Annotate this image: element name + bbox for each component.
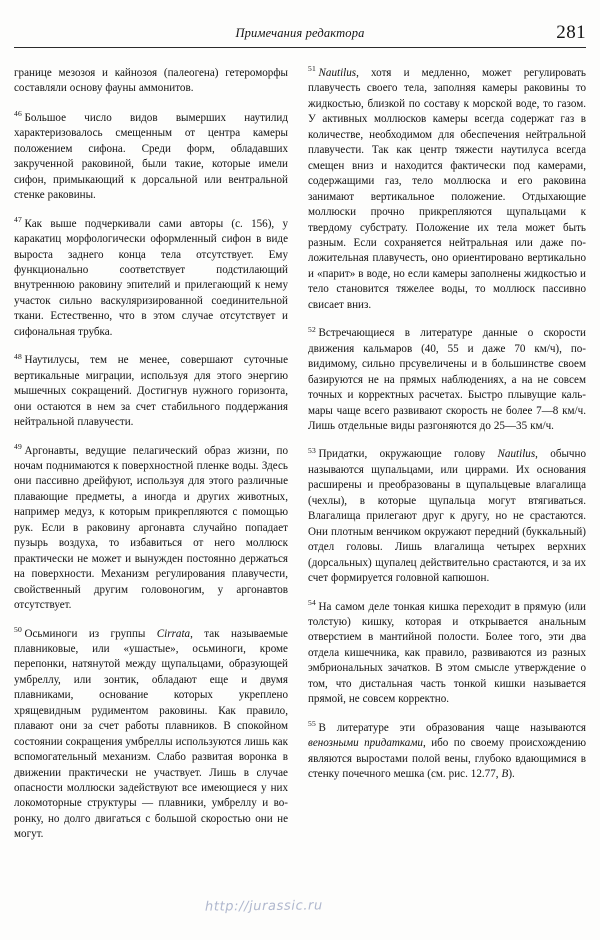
note-continuation: границе мезозоя и кайнозоя (палеогена) гетероморфы составляли основу фауны аммонитов. xyxy=(14,67,288,95)
note-number: 49 xyxy=(14,441,22,451)
note-number: 55 xyxy=(308,718,316,728)
note-number: 51 xyxy=(308,64,316,74)
note-number: 46 xyxy=(14,109,22,119)
header-rule xyxy=(14,47,586,48)
watermark: http://jurassic.ru xyxy=(204,898,323,915)
editor-note: $^{49}$ Аргонавты, ведущие пелагический образ жизни, по ночам поднимаются к поверхностной пленке воды. Здесь они пассивно дрейфуют, используя для этого различные плавающие предметы, а иногда и других животных, например медуз, к которым прикрепляются с помощью рук. Если в раковину аргонавта случайно попадает пузырь воздуха, то избавиться от него моллюск практически не может и вынужден постоянно держаться на поверхности. Механизм регулирования плавучести, свойственный другим головоногим, у аргонавтов отсутствует. xyxy=(14,441,288,612)
running-head xyxy=(0,22,600,52)
note-number: 48 xyxy=(14,351,22,361)
editor-note: $^{50}$ Осьминоги из группы Cirrata, так называемые плавниковые, или «ушастые», осьминоги, кроме перепонки, натянутой между щупальцами, образующей умбреллу, или зонтик, обладают еще и двумя плавниками, основание которых укреплено хрящевидным рудиментом раковины. Как правило, плавают они за счет работы плавников. В спокойном состоянии сокращения умбреллы используются лишь как вспомогательный механизм. Слабо развитая воронка в движении практически не участвует. Лишь в случае опасности моллюски задействуют все имеющиеся у них локомоторные структуры — плавники, умбреллу и воронку, но долго двигаться с большой скоростью они не могут. xyxy=(14,624,288,841)
column-left xyxy=(14,66,288,843)
note-number: 53 xyxy=(308,445,316,455)
editor-note: $^{46}$ Большое число видов вымерших наутилид характеризовалось смещенным от центра камеры положением сифона. Среди форм, обладавших закрученной раковиной, были такие, которые имели сифон, примыкающий к дорсальной или вентральной стенке раковины. xyxy=(14,109,288,202)
note-number: 54 xyxy=(308,597,316,607)
editor-note: $^{55}$ В литературе эти образования чаще называются венозными придатками, ибо по своему происхождению являются выростами полой вены, глубоко вдающимися в стенку почечного мешка (см. рис. 12.77, В). xyxy=(308,718,586,781)
text-columns xyxy=(0,66,600,926)
note-number: 50 xyxy=(14,624,22,634)
note-number: 47 xyxy=(14,214,22,224)
editor-note: $^{48}$ Наутилусы, тем не менее, совершают суточные вертикальные миграции, используя для этого энергию мышечных сокращений. Достигнув нужного горизонта, они остаются в нем за счет стабильного поддержания нейтральной плавучести. xyxy=(14,351,288,429)
editor-note: $^{54}$ На самом деле тонкая кишка переходит в прямую (или толстую) кишку, которая и открывается анальным отверстием в мантийной полости. Более того, эти два отдела кишечника, как правило, развиваются из разных эмбриональных зачатков. В этом смысле утверждение о том, что дистальная часть тонкой кишки называется прямой, не совсем корректно. xyxy=(308,597,586,706)
running-head-title: Примечания редактора xyxy=(235,26,365,40)
editor-note: $^{51}$ Nautilus, хотя и медленно, может регулировать плавучесть своего тела, заполняя камеры раковины то жидкостью, близкой по составу к морской воде, то газом. У активных моллюсков камеры всегда содержат газ в количестве, необходимом для обеспечения нейтральной плавучести. Так как центр тяжести наутилуса всегда смещен вниз и находится фактически под камерами, содержащими газ, тело моллюска и его раковина занимают вертикальное положение. Отдыхающие моллюски прочно прикрепляются щупальцами к твердому субстрату. Положение их тела может быть разным. Если сохраняется нейтральная или даже положительная плавучесть, оно ориентировано вертикально и «парит» в воде, но если камеры заполнены жидкостью и тело становится тяжелее воды, то моллюск пассивно свисает вниз. xyxy=(308,64,586,311)
editor-note: $^{53}$ Придатки, окружающие голову Nautilus, обычно называются щупальцами, или циррами. Их основания расширены и преобразованы в щупальцевые влагалища (чехлы), в которые щупальца могут втягиваться. Влагалища прилегают друг к другу, но не срастаются. Они плотным венчиком окружают передний (буккальный) отдел головы. Лишь влагалища четырех верхних (дорсальных) щупалец действительно срастаются, и за их счет формируется головной капюшон. xyxy=(308,445,586,585)
page-number: 281 xyxy=(556,22,586,43)
column-right xyxy=(308,66,586,782)
note-number: 52 xyxy=(308,324,316,334)
editor-note: $^{52}$ Встречающиеся в литературе данные о скорости движения кальмаров (40, 55 и даже 70 км/ч), по-видимому, сильно прсувеличены и в большинстве своем базируются не на прямых наблюдениях, а на не совсем точных и корректных расчетах. Быстро плывущие кальмары чаще всего развивают скорость не более 7—8 км/ч. Лишь отдельные виды разгоняются до 25—35 км/ч. xyxy=(308,324,586,432)
editor-note: $^{47}$ Как выше подчеркивали сами авторы (с. 156), у каракатиц морфологически оформленный сифон в виде выроста заднего конца тела отсутствует. Ему функционально соответствует подстилающий внутреннюю раковину эпителий и прилегающий к нему участок сильно васкуляризированной соединительной ткани. Естественно, что в этом случае отсутствует и сифональная трубка. xyxy=(14,214,288,338)
